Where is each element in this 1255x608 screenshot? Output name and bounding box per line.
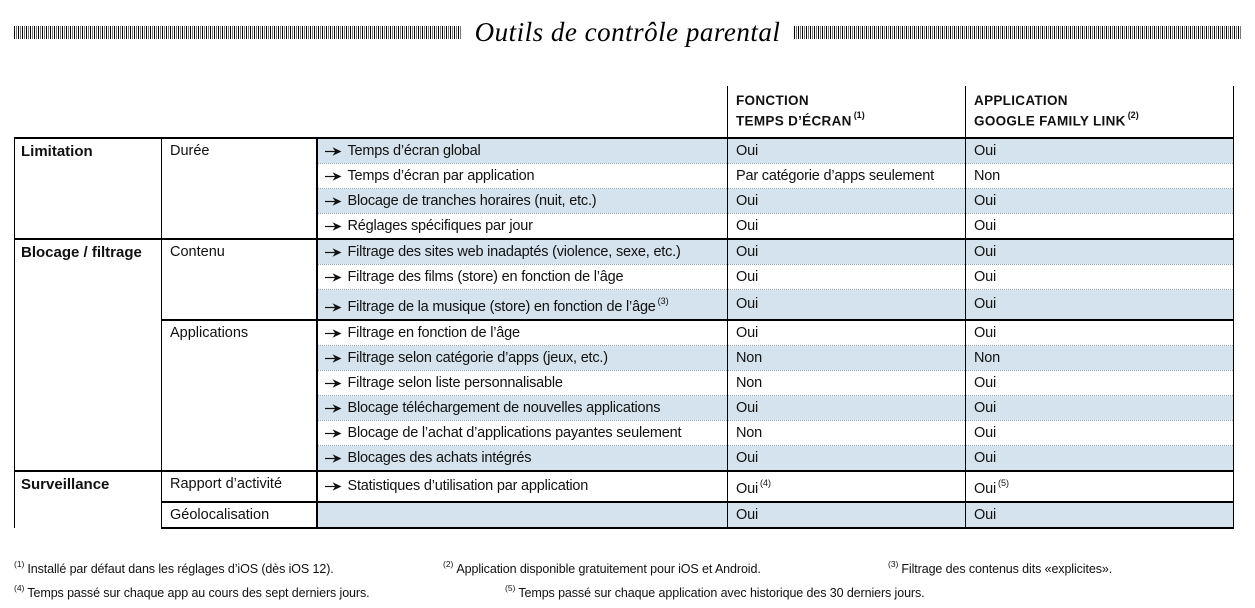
family-link-value-cell: Oui	[966, 420, 1234, 445]
subcategory-cell-applications: Applications	[162, 320, 317, 471]
screen-time-value-cell: Non	[728, 420, 966, 445]
subcategory-cell-duree: Durée	[162, 138, 317, 239]
feature-cell	[317, 395, 728, 420]
footnote-ref: (1)	[853, 110, 865, 120]
feature-label: Blocages des achats intégrés	[347, 449, 532, 466]
screen-time-value-cell: Non	[728, 370, 966, 395]
footnote-4	[14, 584, 370, 600]
feature-label: Filtrage des sites web inadaptés (violence, sexe, etc.)	[347, 244, 681, 260]
feature-cell	[317, 445, 728, 471]
feature-cell	[317, 320, 728, 346]
arrow-icon	[325, 273, 342, 282]
family-link-value-cell: Oui	[966, 320, 1234, 346]
feature-cell	[317, 265, 728, 290]
family-link-value-cell: Oui	[966, 265, 1234, 290]
footnote-text: Filtrage des contenus dits «explicites».	[901, 561, 1113, 576]
title-stripe-left	[14, 26, 461, 39]
family-link-value-cell: Oui	[966, 239, 1234, 265]
footnote-text: Application disponible gratuitement pour iOS et Android.	[456, 561, 761, 576]
feature-label: Réglages spécifiques par jour	[347, 218, 533, 234]
footnote-ref: (2)	[1127, 110, 1139, 120]
footnote-text: Installé par défaut dans les réglages d’iOS (dès iOS 12).	[27, 561, 334, 576]
screen-time-value-cell: Non	[728, 345, 966, 370]
header-line: GOOGLE FAMILY LINK	[974, 113, 1126, 129]
screen-time-value-cell: Par catégorie d’apps seulement	[728, 164, 966, 189]
feature-cell	[317, 290, 728, 320]
column-header-family-link	[966, 86, 1234, 138]
screen-time-value-cell: Oui	[728, 265, 966, 290]
family-link-value-cell: Oui	[966, 445, 1234, 471]
footnote-3	[888, 560, 1112, 576]
parental-controls-comparison-table	[14, 86, 1234, 529]
family-link-value-cell: Oui	[966, 214, 1234, 240]
feature-label: Statistiques d’utilisation par application	[347, 478, 589, 495]
arrow-icon	[325, 172, 342, 181]
page-title: Outils de contrôle parental	[474, 17, 781, 47]
feature-cell	[317, 189, 728, 214]
footnote-ref: (3)	[657, 296, 669, 306]
footnotes-line-2	[14, 584, 1241, 608]
family-link-value-cell: Oui	[966, 189, 1234, 214]
feature-cell	[317, 420, 728, 445]
arrow-icon	[325, 197, 342, 206]
family-link-value-cell: Oui	[966, 502, 1234, 528]
category-cell-blocage-filtrage: Blocage / filtrage	[15, 239, 162, 471]
screen-time-value-cell: Oui	[728, 239, 966, 265]
screen-time-value-cell: Oui	[728, 214, 966, 240]
subcategory-cell-rapport-activite: Rapport d’activité	[162, 471, 317, 502]
screen-time-value-cell: Oui	[728, 502, 966, 528]
feature-label: Filtrage selon catégorie d’apps (jeux, etc.)	[347, 349, 608, 366]
header-line: FONCTION	[736, 93, 809, 108]
table-row	[15, 239, 1234, 265]
arrow-icon	[325, 248, 342, 257]
page	[0, 17, 1255, 608]
title-stripe-right	[794, 26, 1241, 39]
family-link-value-cell: Oui	[966, 290, 1234, 320]
footnote-text: Temps passé sur chaque application avec historique des 30 derniers jours.	[518, 585, 925, 600]
subcategory-cell-geolocalisation: Géolocalisation	[162, 502, 317, 528]
category-cell-limitation: Limitation	[15, 138, 162, 239]
arrow-icon	[325, 354, 342, 363]
feature-label: Filtrage en fonction de l’âge	[347, 324, 520, 341]
arrow-icon	[325, 429, 342, 438]
arrow-icon	[325, 329, 342, 338]
screen-time-value-cell: Oui	[728, 320, 966, 346]
footnote-1	[14, 560, 334, 576]
feature-cell	[317, 138, 728, 164]
value-label: Oui	[736, 480, 758, 497]
arrow-icon	[325, 222, 342, 231]
table-header-row	[15, 86, 1234, 138]
value-label: Oui	[974, 480, 996, 497]
feature-label: Blocage téléchargement de nouvelles applications	[347, 399, 661, 416]
feature-cell	[317, 214, 728, 240]
feature-cell	[317, 502, 728, 528]
footnote-marker: (3)	[888, 558, 899, 569]
family-link-value-cell: Oui	[966, 370, 1234, 395]
arrow-icon	[325, 147, 342, 156]
feature-cell	[317, 370, 728, 395]
table-row	[15, 320, 1234, 346]
family-link-value-cell: Oui	[966, 138, 1234, 164]
feature-cell	[317, 471, 728, 502]
screen-time-value-cell: Oui	[728, 445, 966, 471]
column-header-screen-time	[728, 86, 966, 138]
feature-label: Filtrage de la musique (store) en fonction de l’âge	[347, 298, 656, 315]
arrow-icon	[325, 454, 342, 463]
family-link-value-cell: Non	[966, 164, 1234, 189]
footnote-marker: (2)	[443, 558, 454, 569]
table-row	[15, 471, 1234, 502]
table-row	[15, 502, 1234, 528]
feature-cell	[317, 239, 728, 265]
table-row	[15, 138, 1234, 164]
category-cell-surveillance: Surveillance	[15, 471, 162, 528]
screen-time-value-cell: Oui	[728, 395, 966, 420]
footnote-ref: (4)	[759, 477, 771, 488]
feature-label: Blocage de tranches horaires (nuit, etc.)	[347, 193, 597, 209]
feature-label: Temps d’écran par application	[347, 168, 535, 184]
feature-cell	[317, 345, 728, 370]
footnote-marker: (4)	[14, 582, 25, 593]
header-spacer	[15, 86, 728, 138]
feature-cell	[317, 164, 728, 189]
arrow-icon	[325, 404, 342, 413]
arrow-icon	[325, 379, 342, 388]
subcategory-cell-contenu: Contenu	[162, 239, 317, 320]
family-link-value-cell: Non	[966, 345, 1234, 370]
feature-label: Blocage de l’achat d’applications payantes seulement	[347, 424, 682, 441]
arrow-icon	[325, 303, 342, 312]
family-link-value-cell: Oui	[966, 395, 1234, 420]
arrow-icon	[325, 482, 342, 491]
footnote-5	[505, 584, 925, 600]
header-line: APPLICATION	[974, 93, 1068, 108]
footnote-ref: (5)	[997, 477, 1009, 488]
family-link-value-cell	[966, 471, 1234, 502]
feature-label: Filtrage des films (store) en fonction de l’âge	[347, 269, 624, 285]
footnotes-line-1	[14, 560, 1241, 584]
footnote-2	[443, 560, 761, 576]
screen-time-value-cell	[728, 471, 966, 502]
screen-time-value-cell: Oui	[728, 189, 966, 214]
footnote-marker: (1)	[14, 558, 25, 569]
footnote-text: Temps passé sur chaque app au cours des sept derniers jours.	[27, 585, 370, 600]
feature-label: Filtrage selon liste personnalisable	[347, 374, 563, 391]
screen-time-value-cell: Oui	[728, 290, 966, 320]
screen-time-value-cell: Oui	[728, 138, 966, 164]
feature-label: Temps d’écran global	[347, 143, 481, 159]
header-line: TEMPS D’ÉCRAN	[736, 113, 852, 129]
footnote-marker: (5)	[505, 582, 516, 593]
title-bar	[14, 17, 1241, 47]
